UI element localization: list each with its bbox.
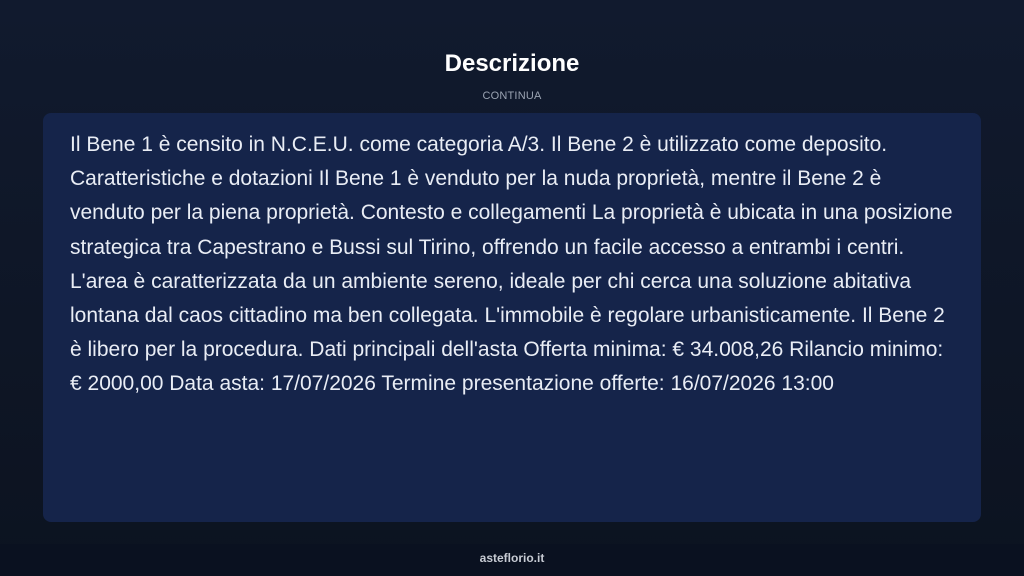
description-card — [43, 113, 981, 522]
continua-label: CONTINUA — [482, 90, 542, 102]
footer-bar — [0, 544, 1024, 576]
site-name: asteflorio.it — [479, 551, 545, 565]
description-text: Il Bene 1 è censito in N.C.E.U. come categoria A/3. Il Bene 2 è utilizzato come deposito. Caratteristiche e dotazioni Il Bene 1 è venduto per la nuda proprietà, mentre il Bene 2 è venduto per la piena proprietà. Contesto e collegamenti La proprietà è ubicata in una posizione strategica tra Capestrano e Bussi sul Tirino, offrendo un facile accesso a entrambi i centri. L'area è caratterizzata da un ambiente sereno, ideale per chi cerca una soluzione abitativa lontana dal caos cittadino ma ben collegata. L'immobile è regolare urbanisticamente. Il Bene 2 è libero per la procedura. Dati principali dell'asta Offerta minima: € 34.008,26 Rilancio minimo: € 2000,00 Data asta: 17/07/2026 Termine presentazione offerte: 16/07/2026 13:00 — [70, 133, 953, 396]
page-title: Descrizione — [444, 50, 580, 77]
